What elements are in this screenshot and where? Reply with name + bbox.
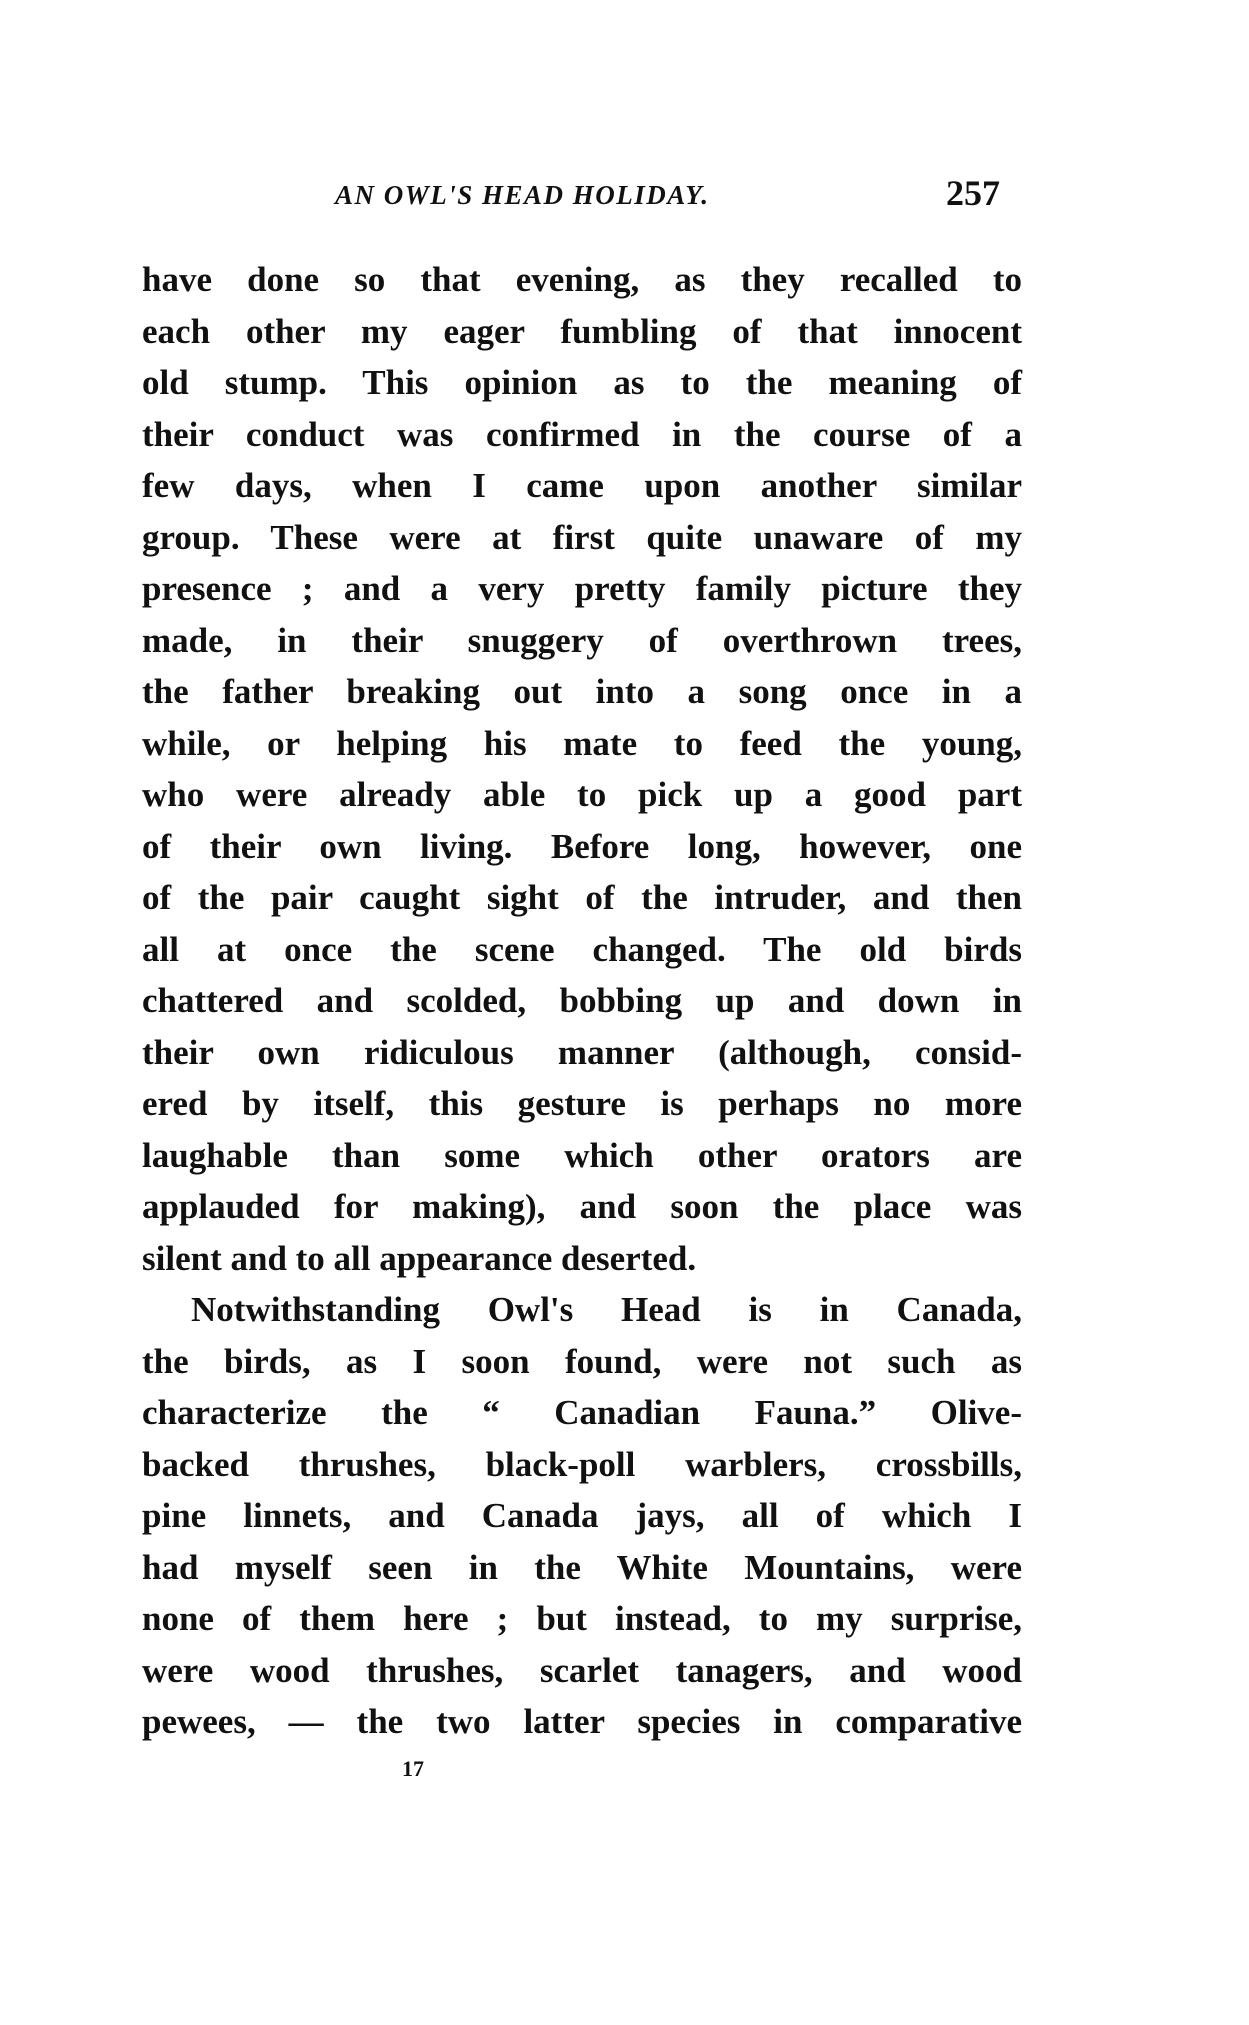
text-line: silent and to all appearance deserted.	[142, 1238, 697, 1278]
text-line: their own ridiculous manner (although, consid-	[142, 1032, 1022, 1072]
text-line: were wood thrushes, scarlet tanagers, and wood	[142, 1650, 1022, 1690]
text-line: all at once the scene changed. The old birds	[142, 929, 1022, 969]
text-line: of their own living. Before long, however, one	[142, 826, 1022, 866]
text-line: had myself seen in the White Mountains, were	[142, 1547, 1022, 1587]
text-line: the father breaking out into a song once in a	[142, 672, 1022, 711]
text-line: applauded for making), and soon the place was	[142, 1187, 1022, 1226]
text-line: old stump. This opinion as to the meaning of	[142, 363, 1022, 402]
text-line: laughable than some which other orators are	[142, 1135, 1022, 1175]
signature-mark: 17	[402, 1756, 424, 1781]
text-line: the birds, as I soon found, were not such as	[142, 1341, 1022, 1381]
text-line: Notwithstanding Owl's Head is in Canada,	[191, 1290, 1022, 1329]
text-line: characterize the “ Canadian Fauna.” Olive-	[142, 1393, 1022, 1432]
text-line: their conduct was confirmed in the course of a	[142, 414, 1022, 454]
text-line: made, in their snuggery of overthrown trees,	[142, 620, 1022, 660]
text-line: who were already able to pick up a good part	[142, 775, 1022, 814]
paragraph	[142, 254, 1022, 1284]
running-title: AN OWL'S HEAD HOLIDAY.	[335, 180, 710, 210]
body-text	[142, 254, 1022, 1748]
text-line: while, or helping his mate to feed the young,	[142, 723, 1022, 763]
paragraph	[142, 1284, 1022, 1748]
text-line: none of them here ; but instead, to my surprise,	[142, 1599, 1022, 1638]
text-line: pewees, — the two latter species in comparative	[142, 1702, 1022, 1741]
text-line: each other my eager fumbling of that innocent	[142, 311, 1022, 351]
text-line: presence ; and a very pretty family picture they	[142, 569, 1022, 608]
page-number: 257	[946, 173, 1000, 213]
text-line: backed thrushes, black-poll warblers, crossbills,	[142, 1444, 1022, 1484]
text-line: pine linnets, and Canada jays, all of which I	[142, 1496, 1022, 1535]
text-line: few days, when I came upon another similar	[142, 466, 1022, 505]
text-line: group. These were at first quite unaware of my	[142, 517, 1022, 557]
text-line: chattered and scolded, bobbing up and down in	[142, 981, 1022, 1020]
text-line: have done so that evening, as they recalled to	[142, 260, 1022, 299]
text-line: of the pair caught sight of the intruder, and then	[142, 878, 1022, 917]
text-line: ered by itself, this gesture is perhaps no more	[142, 1084, 1022, 1123]
